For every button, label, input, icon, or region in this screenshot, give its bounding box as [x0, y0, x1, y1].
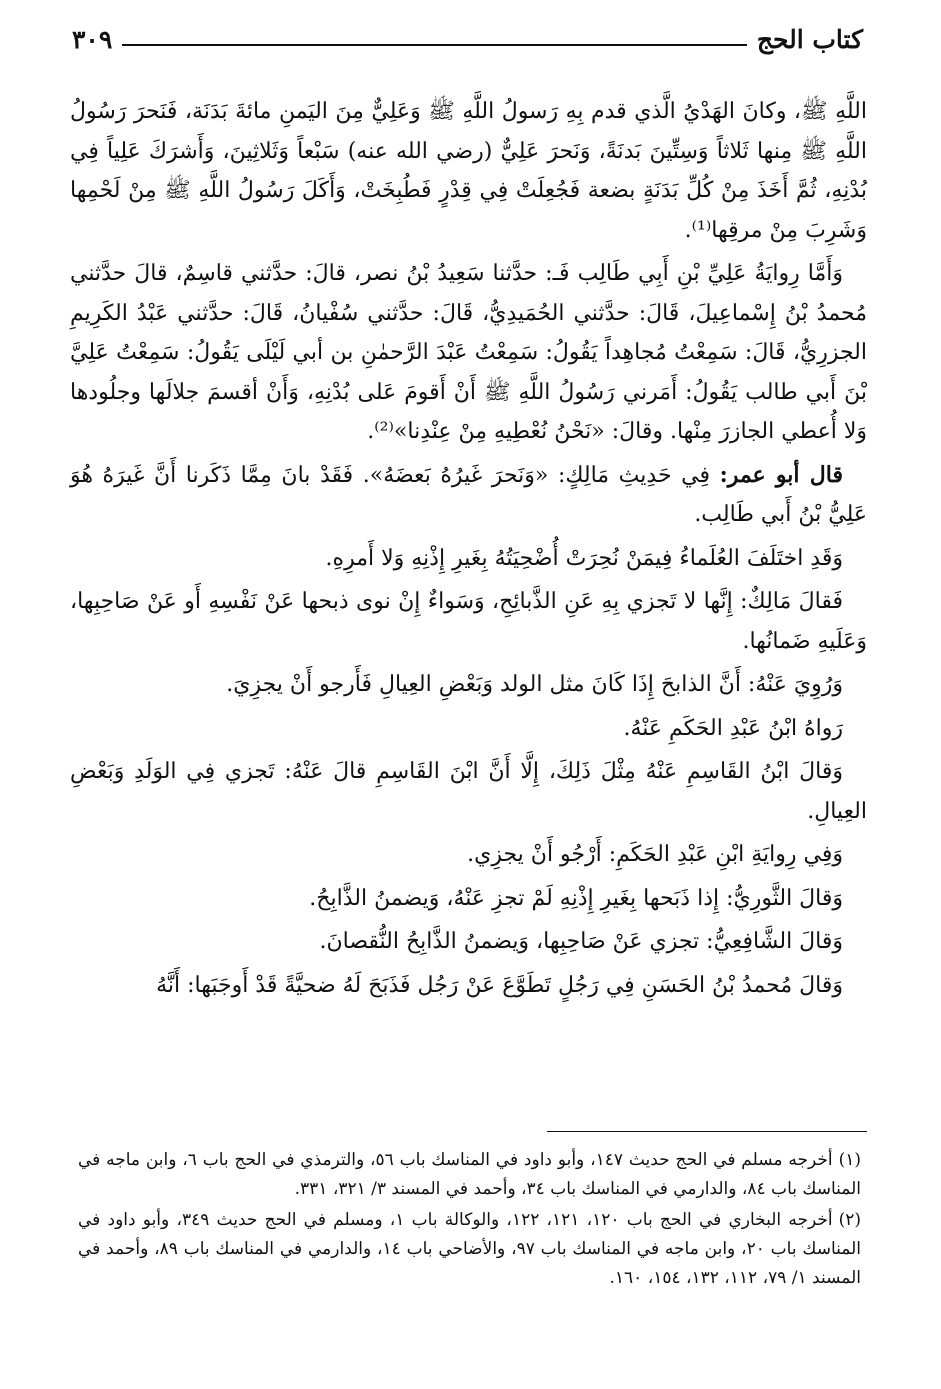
paragraph-text: وَقالَ ابْنُ القَاسِمِ عَنْهُ مِثْلَ ذَلِكَ، إِلَّا أَنَّ ابْنَ القَاسِمِ قالَ عَنْهُ: تَجزي فِي الوَلَدِ وَبَعْضِ العِيالِ.: [70, 759, 867, 824]
paragraph-text: وَقَدِ اختَلَفَ العُلَماءُ فِيمَنْ نُحِرَتْ أُضْحِيَتُهُ بِغَيرِ إِذْنِهِ وَلا أَمرِهِ.: [325, 545, 843, 571]
footnote-text: أخرجه مسلم في الحج حديث ١٤٧، وأبو داود في المناسك باب ٥٦، والترمذي في الحج باب ٦، وابن ماجه في المناسك باب ٨٤، والدارمي في المناسك باب ٣٤، وأحمد في المسند ٣/ ٣٢١، ٣٣١.: [78, 1150, 861, 1199]
chapter-title: كتاب الحج: [756, 25, 863, 54]
paragraph-text: وَرُوِيَ عَنْهُ: أَنَّ الذابحَ إِذَا كَانَ مثل الولد وَبَعْضِ العِيالِ فَأَرجو أَنْ يجزِيَ.: [226, 672, 843, 697]
page-number: ٣٠٩: [72, 25, 113, 54]
paragraph-text: وَقالَ الثَّورِيُّ: إِذا ذَبَحها بِغَيرِ إِذْنِهِ لَمْ تجزِ عَنْهُ، وَيضمنُ الذَّابِحُ.: [309, 885, 843, 911]
footnote-number: (٢): [838, 1210, 862, 1230]
paragraph-text: وَقالَ مُحمدُ بْنُ الحَسَنِ فِي رَجُلٍ تَطَوَّعَ عَنْ رَجُل فَذَبَحَ لَهُ ضحيَّةً قَدْ أَوجَبَها: أَنَّهُ: [156, 972, 843, 998]
paragraph-text: وَقالَ الشَّافِعِيُّ: تجزي عَنْ صَاحِبِها، وَيضمنُ الذَّابِحُ النُّقصانَ.: [319, 929, 843, 954]
paragraph: [70, 709, 867, 749]
paragraph: [70, 752, 867, 831]
paragraph-text: وَفِي رِوايَةِ ابْنِ عَبْدِ الحَكَمِ: أَرْجُو أَنْ يجزِي.: [467, 842, 843, 867]
paragraph: [70, 966, 867, 1006]
footnote: [78, 1146, 861, 1204]
footnote-number: (١): [838, 1150, 861, 1170]
footnote: [78, 1206, 861, 1293]
page-header: [72, 14, 863, 54]
paragraph: [70, 92, 867, 250]
paragraph: [70, 582, 867, 661]
footnote-text: أخرجه البخاري في الحج باب ١٢٠، ١٢١، ١٢٢، والوكالة باب ١، ومسلم في الحج حديث ٣٤٩، وأبو داود في المناسك باب ٢٠، وابن ماجه في المناسك باب ٩٧، والأضاحي باب ١٤، والدارمي في المناسك باب ٨٩، وأحمد في المسند ١/ ٧٩، ١١٢، ١٣٢، ١٥٤، ١٦٠.: [78, 1210, 861, 1288]
paragraph-text: رَواهُ ابْنُ عَبْدِ الحَكَمِ عَنْهُ.: [623, 715, 843, 741]
paragraph-text: اللَّهِ ﷺ، وكانَ الهَدْيُ الَّذي قدم بِهِ رَسولُ اللَّهِ ﷺ وَعَلِيٌّ مِنَ اليَمنِ مائةَ بَدَنَة، فَنَحرَ رَسُولُ اللَّهِ ﷺ مِنها ثَلاثاً وَسِتِّينَ بَدنَةً، وَنَحرَ عَلِيٌّ (رضي الله عنه) سَبْعاً وَثَلاثِينَ، وَأَشرَكَ عَلِياً فِي بُدْنِهِ، ثُمَّ أَخَذَ مِنْ كُلِّ بَدَنَةٍ بضعة فَجُعِلَتْ فِي قِدْرٍ فَطُبِخَتْ، وَأَكَلَ رَسُولُ اللَّهِ ﷺ مِنْ لَحْمِها وَشَرِبَ مِنْ مرقِها⁽¹⁾.: [70, 99, 867, 243]
paragraph: [70, 254, 867, 452]
paragraph-lead: قال أبو عمر:: [719, 461, 843, 488]
paragraph-text: فِي حَدِيثِ مَالِكٍ: «وَنَحرَ غَيرُهُ بَعضَهُ». فَقَدْ بانَ مِمَّا ذَكَرنا أَنَّ غَيرَهُ هُوَ عَلِيُّ بْنُ أَبي طَالِب.: [70, 462, 867, 527]
paragraph: [70, 922, 867, 962]
main-text: [70, 92, 867, 1009]
paragraph-text: وَأَمَّا رِوايَةُ عَلِيِّ بْنِ أَبِي طَالِب فَـ: حدَّثنا سَعِيدُ بْنُ نصر، قالَ: حدَّثني قاسِمٌ، قالَ حدَّثني مُحمدُ بْنُ إِسْماعِيلَ، قَالَ: حدَّثني الحُمَيدِيُّ، قَالَ: حدَّثني سُفْيانُ، قَالَ: حدَّثني عَبْدُ الكَرِيمِ الجزرِيُّ، قَالَ: سَمِعْتُ مُجاهِداً يَقُولُ: سَمِعْتُ عَبْدَ الرَّحمٰنِ بن أبي لَيْلَى يَقُولُ: سَمِعْتُ عَلِيَّ بْنَ أَبي طالب يَقُولُ: أَمَرني رَسُولُ اللَّهِ ﷺ أَنْ أَقومَ عَلى بُدْنِهِ، وَأَنْ أقسمَ جلالَها وجلُودها وَلا أُعطي الجازرَ مِنْها. وقالَ: «نَحْنُ نُعْطِيهِ مِنْ عِنْدِنا»⁽²⁾.: [70, 261, 867, 444]
paragraph: [70, 456, 867, 535]
footnote-separator: [547, 1131, 867, 1132]
footnotes: [78, 1146, 861, 1295]
paragraph: [70, 665, 867, 705]
header-rule: [122, 44, 747, 46]
paragraph-text: فَقالَ مَالِكٌ: إِنَّها لا تَجزي بِهِ عَنِ الذَّبائِحِ، وَسَواءٌ إِنْ نوى ذبحها عَنْ نَفْسِهِ أَو عَنْ صَاحِبِها، وَعَلَيهِ ضَمانُها.: [70, 589, 867, 654]
paragraph: [70, 879, 867, 919]
paragraph: [70, 835, 867, 875]
paragraph: [70, 539, 867, 579]
